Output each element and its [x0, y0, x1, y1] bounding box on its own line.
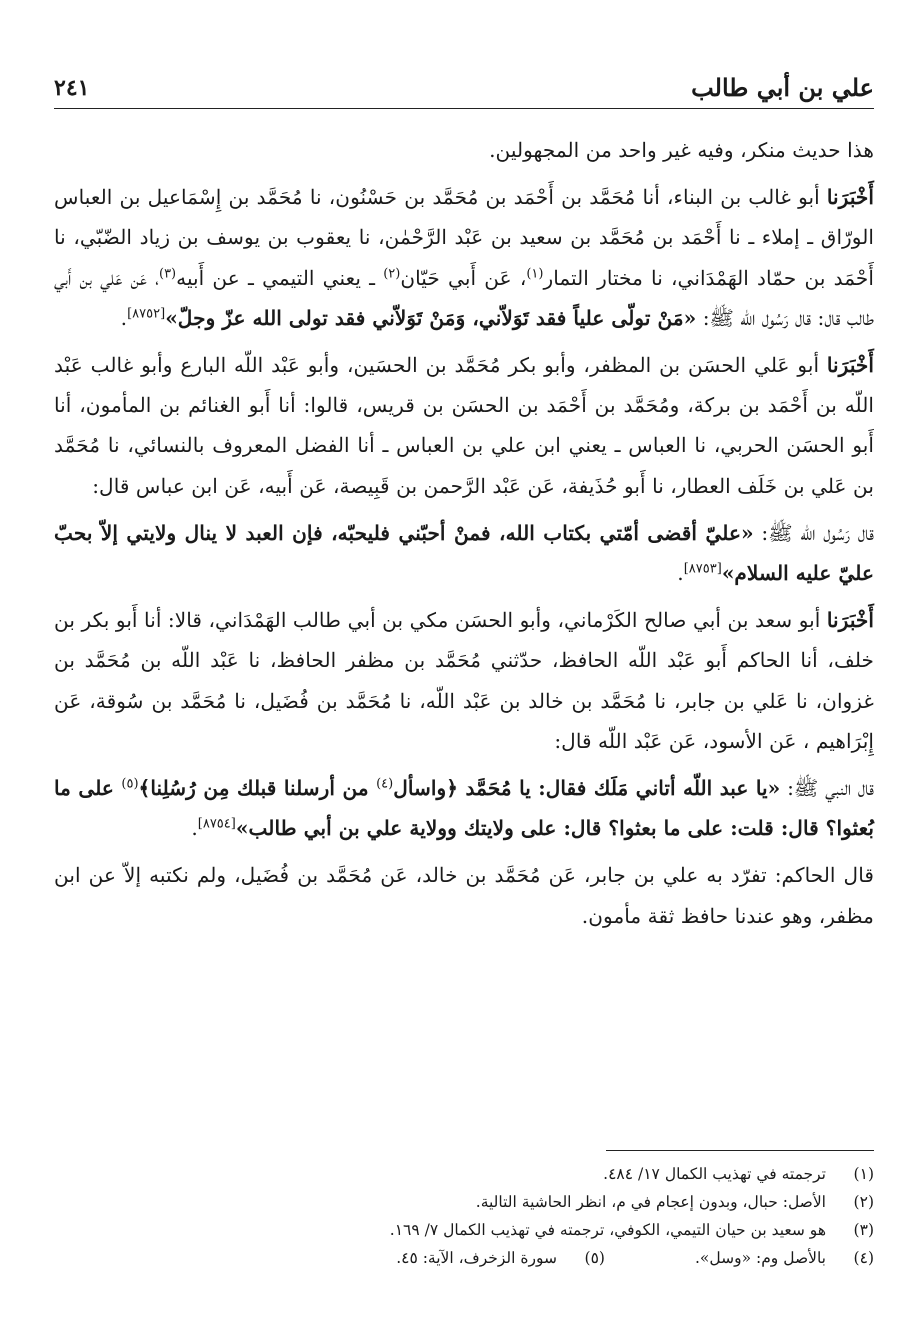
- main-text: [54, 130, 874, 936]
- footnote-text: بالأصل وم: «وسل».: [694, 1249, 826, 1267]
- paragraph-isnad-3: أَخْبَرَنا أبو سعد بن أبي صالح الكَرْماني، وأبو الحسَن مكي بن أبي طالب الهَمْدَاني، قالا: أنا أَبو بكر بن خلف، أنا الحاكم أَبو عَبْد اللّه الحافظ، حدّثني مُحَمَّد بن مظفر الحافظ، نا عَبْد اللّه بن مُحَمَّد بن غزوان، نا عَلي بن جابر، نا مُحَمَّد بن خالد بن عَبْد اللّه، نا مُحَمَّد بن فُضَيل، نا مُحَمَّد بن سُوقة، عَن إِبْرَاهيم ، عَن الأسود، عَن عَبْد اللّه قال:: [54, 608, 874, 753]
- footnote-text: سورة الزخرف، الآية: ٤٥.: [396, 1249, 557, 1267]
- footnote-1: [54, 1160, 874, 1188]
- page-number: ٢٤١: [54, 75, 90, 101]
- paragraph-matn-2: قال رَسُول الله ﷺ: «عليّ أقضى أمّتي بكتاب الله، فمنْ أحبّني فليحبّه، فإن العبد لا ينال ولايتي إلاّ بحبّ عليّ عليه السلام»[٨٧٥٣].: [54, 520, 875, 586]
- footnote-number: (٥): [584, 1249, 605, 1267]
- running-title: علي بن أبي طالب: [691, 73, 874, 102]
- footnote-text: هو سعيد بن حيان التيمي، الكوفي، ترجمته في تهذيب الكمال ٧/ ١٦٩.: [389, 1221, 826, 1239]
- footnote-3: [54, 1216, 874, 1244]
- paragraph-isnad-2: أَخْبَرَنا أبو عَلي الحسَن بن المظفر، وأبو بكر مُحَمَّد بن الحسَين، وأبو عَبْد اللّه البارع وأبو غالب عَبْد اللّه بن أَحْمَد بن بركة، ومُحَمَّد بن أَحْمَد بن الحسَن بن قريس، قالوا: أنا أَبو الغنائم بن المأمون، أنا أَبو الحسَن الحربي، نا العباس ـ يعني ابن علي بن العباس ـ أنا الفضل المعروف بالنسائي، نا مُحَمَّد بن عَلي بن خَلَف العطار، نا أَبو حُذَيفة، عَن عَبْد الرَّحمن بن قَبِيصة، عَن أَبيه، عَن ابن عباس قال:: [54, 353, 874, 498]
- hadith-number: [٨٧٥٣]: [683, 561, 722, 577]
- footnote-number: (٣): [853, 1221, 874, 1239]
- footnote-text: الأصل: حبال، وبدون إعجام في م، انظر الحاشية التالية.: [475, 1193, 826, 1211]
- paragraph-hakim-comment: قال الحاكم: تفرّد به علي بن جابر، عَن مُحَمَّد بن خالد، عَن مُحَمَّد بن فُضَيل، ولم نكتبه إلاّ عن ابن مظفر، وهو عندنا حافظ ثقة مأمون.: [54, 863, 874, 928]
- footnote-marker-3: (٣): [158, 265, 177, 281]
- footnote-marker-1: (١): [526, 265, 544, 281]
- hadith-text: «عليّ أقضى أمّتي بكتاب الله، فمنْ أحبّني فليحبّه، فإن العبد لا ينال ولايتي إلاّ بحبّ عليّ عليه السلام»: [54, 520, 874, 586]
- footnote-separator: [606, 1150, 874, 1151]
- footnote-number: (٢): [853, 1193, 874, 1211]
- footnotes: [54, 1160, 874, 1272]
- page-header: [54, 66, 874, 109]
- footnote-marker-4: (٤): [376, 776, 394, 792]
- paragraph-matn-3: قال النبي ﷺ: «يا عبد اللّه أتاني مَلَك فقال: يا مُحَمَّد ﴿واسأل$^{(٤)}$ من أرسلنا قبلك مِن رُسُلِنا﴾$^{(٥)}$ على ما بُعثوا؟ قال: قلت: على ما بعثوا؟ قال: على ولايتك وولاية علي بن أبي طالب»[٨٧٥٤].: [54, 776, 874, 841]
- footnote-marker-2: (٢): [383, 265, 401, 281]
- akhbarana-keyword: أَخْبَرَنا: [826, 185, 874, 210]
- footnote-2: [54, 1188, 874, 1216]
- hadith-number: [٨٧٥٢]: [127, 306, 166, 322]
- hadith-text: «مَنْ تولّى علياً فقد تَوَلاّني، وَمَنْ تَوَلاّني فقد تولى الله عزّ وجلّ»: [165, 305, 697, 330]
- footnote-marker-5: (٥): [121, 776, 139, 792]
- akhbarana-keyword: أَخْبَرَنا: [826, 608, 874, 633]
- footnote-number: (١): [853, 1165, 874, 1183]
- footnote-4-5: [54, 1244, 874, 1272]
- footnote-text: ترجمته في تهذيب الكمال ١٧/ ٤٨٤.: [603, 1165, 826, 1183]
- akhbarana-keyword: أَخْبَرَنا: [826, 353, 874, 378]
- paragraph-isnad-1: أَخْبَرَنا أبو غالب بن البناء، أنا مُحَمَّد بن أَحْمَد بن مُحَمَّد بن حَسْنُون، نا مُحَمَّد بن إِسْمَاعيل بن العباس الورّاق ـ إملاء ـ نا أَحْمَد بن مُحَمَّد بن سعيد بن عَبْد الرَّحْمٰن، نا يعقوب بن يوسف بن زياد الضّبّي، نا أَحْمَد بن حمّاد الهَمْدَاني، نا مختار التمار$^{(١)}$، عَن أَبي حَيّان$^{(٢)}$ ـ يعني التيمي ـ عن أَبيه$^{(٣)}$، عَن عَلي بن أَبي طالب قال: قال رَسُول الله ﷺ: «مَنْ تولّى علياً فقد تَوَلاّني، وَمَنْ تَوَلاّني فقد تولى الله عزّ وجلّ»[٨٧٥٢].: [54, 185, 874, 330]
- paragraph-comment: هذا حديث منكر، وفيه غير واحد من المجهولين.: [489, 138, 874, 162]
- hadith-text: «يا عبد اللّه أتاني مَلَك فقال: يا مُحَمَّد ﴿واسأل: [393, 776, 781, 801]
- footnote-number: (٤): [853, 1249, 874, 1267]
- hadith-number: [٨٧٥٤]: [197, 816, 236, 832]
